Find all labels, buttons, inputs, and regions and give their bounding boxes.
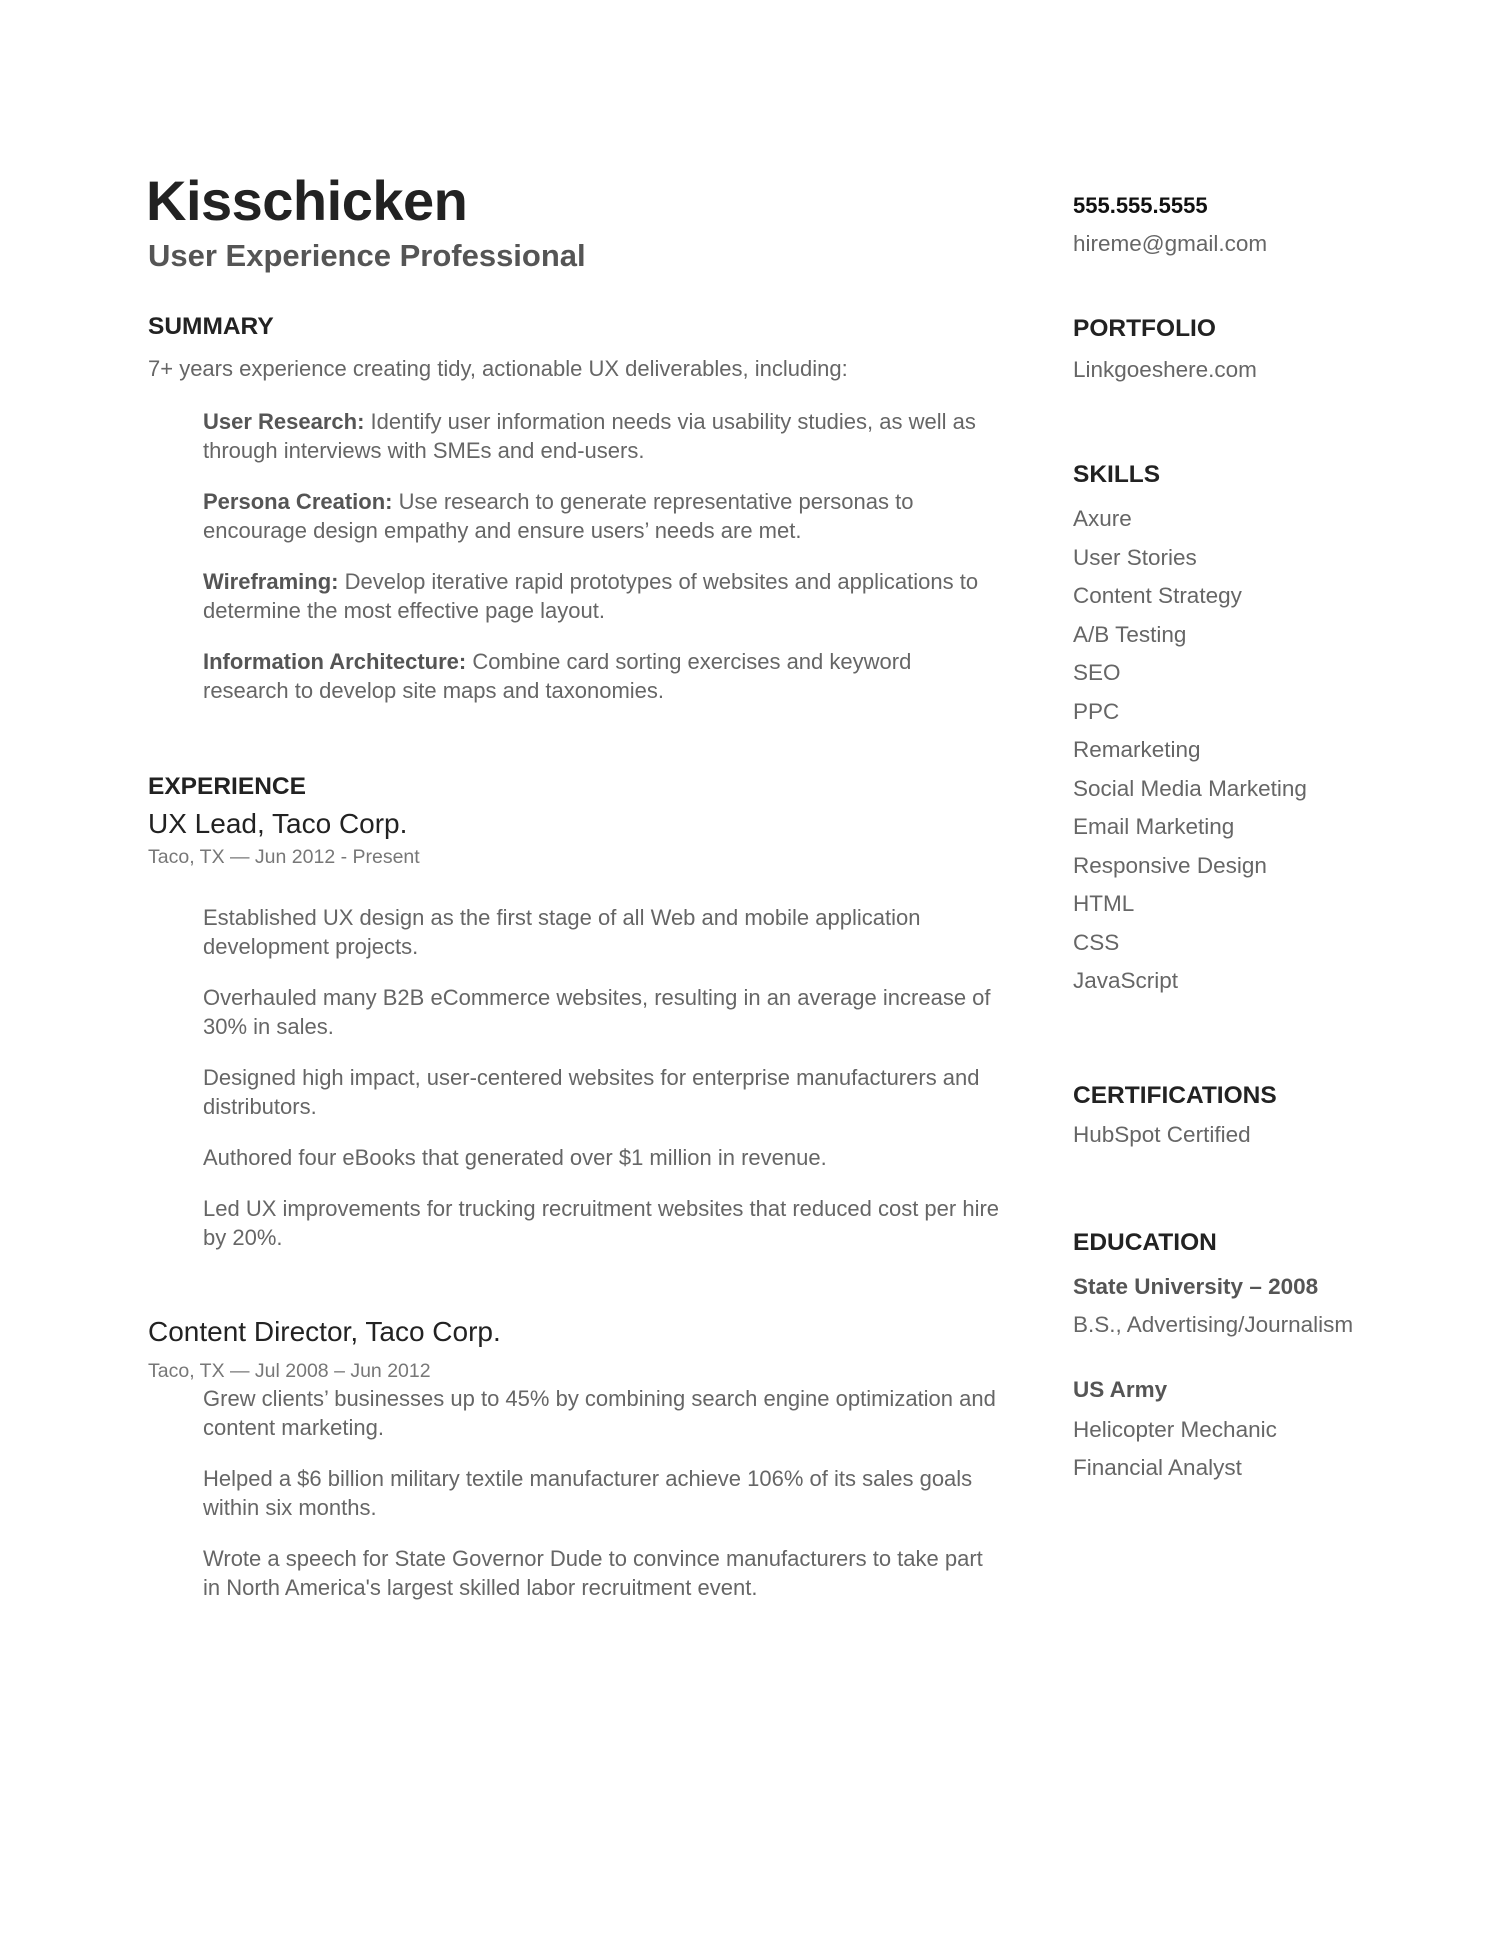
summary-item-user-research — [203, 407, 1003, 465]
job-meta: Taco, TX — Jun 2012 - Present — [148, 846, 420, 868]
skill-item: Social Media Marketing — [1073, 775, 1307, 801]
contact-phone: 555.555.5555 — [1073, 193, 1208, 218]
job-bullet: Wrote a speech for State Governor Dude to convince manufacturers to take part in North America's largest skilled labor recruitment event. — [203, 1546, 983, 1600]
job-bullet: Grew clients’ businesses up to 45% by combining search engine optimization and content marketing. — [203, 1386, 996, 1440]
certifications-heading: CERTIFICATIONS — [1073, 1082, 1277, 1109]
summary-item-label: Wireframing: — [203, 569, 339, 594]
job-bullet: Designed high impact, user-centered websites for enterprise manufacturers and distributors. — [203, 1065, 980, 1119]
summary-item-text: Use research to generate representative personas to encourage design empathy and ensure users’ needs are met. — [203, 489, 914, 543]
education-school: State University – 2008 — [1073, 1274, 1319, 1299]
skill-item: A/B Testing — [1073, 621, 1187, 647]
skill-item: CSS — [1073, 929, 1120, 955]
summary-item-label: User Research: — [203, 409, 365, 434]
job-bullet: Authored four eBooks that generated over $1 million in revenue. — [203, 1145, 827, 1170]
skill-item: Responsive Design — [1073, 852, 1267, 878]
contact-email[interactable]: hireme@gmail.com — [1073, 231, 1268, 256]
candidate-name: Kisschicken — [146, 169, 468, 232]
summary-item-text: Develop iterative rapid prototypes of websites and applications to determine the most effective page layout. — [203, 569, 979, 623]
skill-item: Remarketing — [1073, 737, 1201, 762]
experience-heading: EXPERIENCE — [148, 773, 306, 800]
skill-item: Axure — [1073, 506, 1132, 531]
education-detail: B.S., Advertising/Journalism — [1073, 1312, 1354, 1337]
education-detail: Helicopter Mechanic — [1073, 1417, 1277, 1442]
education-school: US Army — [1073, 1377, 1168, 1402]
skill-item: JavaScript — [1073, 968, 1179, 993]
summary-item-text: Identify user information needs via usability studies, as well as through interviews with SMEs and end-users. — [203, 409, 976, 463]
summary-item-label: Persona Creation: — [203, 489, 393, 514]
skill-item: Content Strategy — [1073, 583, 1242, 608]
job-bullet: Helped a $6 billion military textile manufacturer achieve 106% of its sales goals within six months. — [203, 1466, 973, 1520]
summary-heading: SUMMARY — [148, 313, 274, 340]
education-heading: EDUCATION — [1073, 1229, 1217, 1256]
skill-item: SEO — [1073, 660, 1121, 685]
certification-item: HubSpot Certified — [1073, 1122, 1251, 1147]
summary-item-text: Combine card sorting exercises and keyword research to develop site maps and taxonomies. — [203, 649, 912, 703]
summary-item-persona-creation — [203, 487, 1003, 545]
skill-item: User Stories — [1073, 544, 1197, 570]
summary-item-label: Information Architecture: — [203, 649, 467, 674]
job-bullet: Led UX improvements for trucking recruitment websites that reduced cost per hire by 20%. — [203, 1196, 1000, 1250]
job-bullet: Overhauled many B2B eCommerce websites, resulting in an average increase of 30% in sales. — [203, 985, 991, 1039]
job-meta: Taco, TX — Jul 2008 – Jun 2012 — [148, 1360, 431, 1382]
portfolio-heading: PORTFOLIO — [1073, 315, 1216, 342]
skill-item: Email Marketing — [1073, 814, 1235, 839]
skill-item: HTML — [1073, 891, 1135, 916]
job-title: Content Director, Taco Corp. — [148, 1316, 501, 1347]
skill-item: PPC — [1073, 698, 1120, 724]
job-title: UX Lead, Taco Corp. — [148, 808, 408, 839]
summary-intro: 7+ years experience creating tidy, actionable UX deliverables, including: — [148, 356, 848, 381]
portfolio-link[interactable]: Linkgoeshere.com — [1073, 357, 1257, 382]
summary-item-information-architecture — [203, 647, 1003, 705]
candidate-title: User Experience Professional — [148, 238, 586, 273]
job-bullet: Established UX design as the first stage of all Web and mobile application development projects. — [203, 905, 921, 959]
summary-item-wireframing — [203, 567, 1003, 625]
skills-heading: SKILLS — [1073, 461, 1161, 488]
education-detail: Financial Analyst — [1073, 1455, 1242, 1480]
